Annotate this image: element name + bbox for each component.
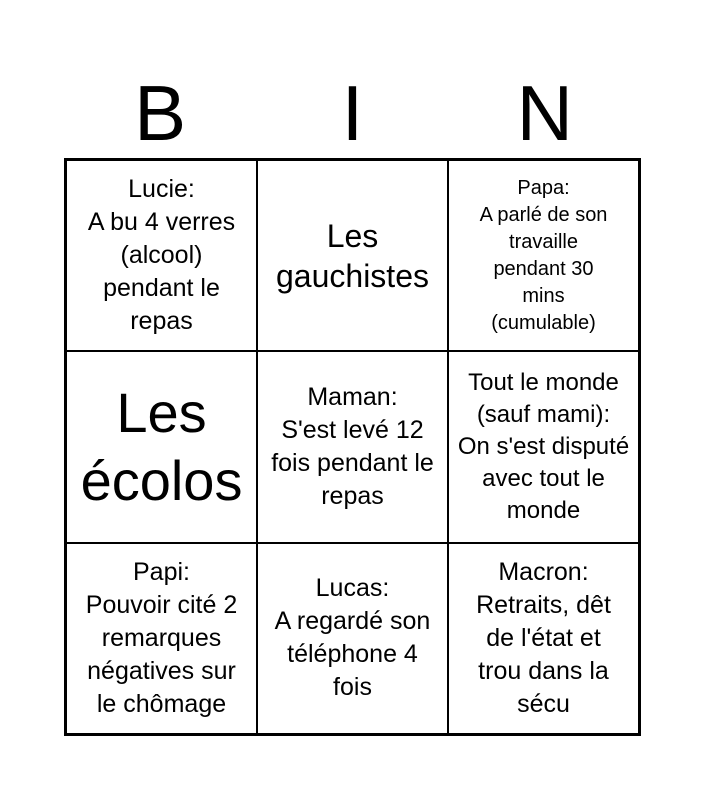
bingo-cell-maman[interactable]: Maman: S'est levé 12 fois pendant le repas [257,351,448,542]
bingo-cell-lucas[interactable]: Lucas: A regardé son téléphone 4 fois [257,543,448,734]
bingo-cell-papa[interactable]: Papa: A parlé de son travaille pendant 30 mins (cumulable) [448,160,639,351]
bingo-cell-tout-le-monde[interactable]: Tout le monde (sauf mami): On s'est disputé avec tout le monde [448,351,639,542]
bingo-cell-macron[interactable]: Macron: Retraits, dêt de l'état et trou dans la sécu [448,543,639,734]
bingo-cell-papi[interactable]: Papi: Pouvoir cité 2 remarques négatives sur le chômage [66,543,257,734]
bingo-grid [64,158,641,736]
header-letter-i: I [341,69,364,157]
bingo-cell-ecolos[interactable]: Les écolos [66,351,257,542]
header-letter-n: N [516,69,573,157]
bingo-cell-gauchistes[interactable]: Les gauchistes [257,160,448,351]
header-letter-b: B [134,69,187,157]
bingo-header [64,60,641,158]
bingo-cell-lucie[interactable]: Lucie: A bu 4 verres (alcool) pendant le repas [66,160,257,351]
